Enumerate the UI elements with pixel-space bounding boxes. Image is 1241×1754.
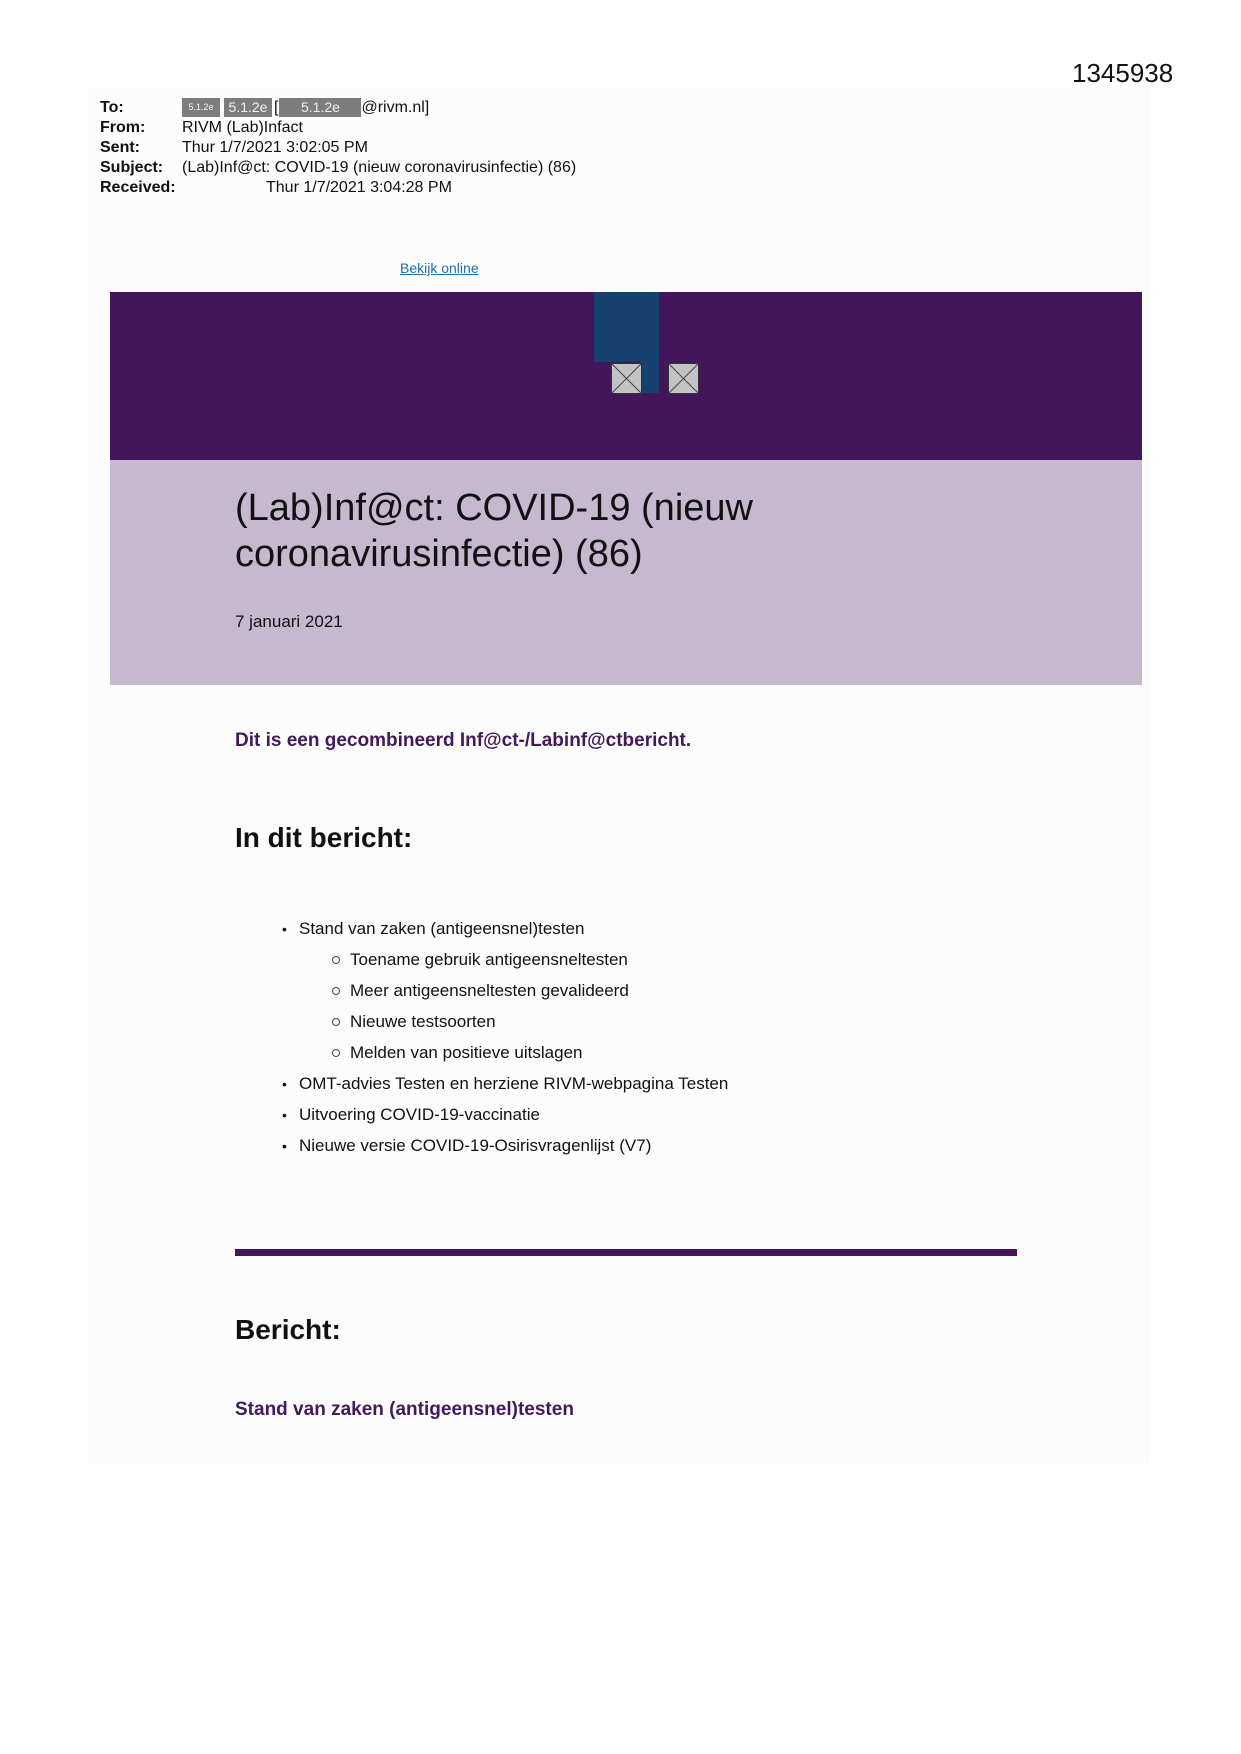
header-sent-label: Sent: xyxy=(100,139,140,156)
toc-item: • Stand van zaken (antigeensnel)testen xyxy=(280,917,728,948)
header-subject-value: (Lab)Inf@ct: COVID-19 (nieuw coronavirusinfectie) (86) xyxy=(182,159,577,176)
toc-item: • OMT-advies Testen en herziene RIVM-webpagina Testen xyxy=(280,1072,728,1103)
redaction-box: 5.1.2e xyxy=(279,98,361,117)
header-from xyxy=(100,118,576,138)
toc-item: • Nieuwe versie COVID-19-Osirisvragenlijst (V7) xyxy=(280,1134,728,1165)
redaction-box: 5.1.2e xyxy=(182,98,220,117)
broken-image-icon xyxy=(611,363,642,394)
header-subject xyxy=(100,158,576,178)
email-headers xyxy=(100,98,576,198)
header-to xyxy=(100,98,576,118)
section-divider xyxy=(235,1249,1017,1256)
header-from-value: RIVM (Lab)Infact xyxy=(182,119,303,136)
toc-subitem: Toename gebruik antigeensneltesten xyxy=(280,948,728,979)
header-to-value xyxy=(182,98,429,118)
toc-subitem: Melden van positieve uitslagen xyxy=(280,1041,728,1072)
toc-subitem: Meer antigeensneltesten gevalideerd xyxy=(280,979,728,1010)
document-number: 1345938 xyxy=(1072,58,1174,88)
body-heading: Bericht: xyxy=(235,1314,341,1345)
toc-item: • Uitvoering COVID-19-vaccinatie xyxy=(280,1103,728,1134)
header-received-label: Received: xyxy=(100,179,176,196)
view-online-link[interactable]: Bekijk online xyxy=(400,260,479,276)
intro-text: Dit is een gecombineerd Inf@ct-/Labinf@ctbericht. xyxy=(235,730,692,751)
title-band xyxy=(110,460,1142,685)
table-of-contents xyxy=(280,917,728,1165)
header-received xyxy=(100,178,576,198)
recipient-domain: @rivm.nl] xyxy=(361,99,430,116)
header-sent xyxy=(100,138,576,158)
broken-image-icon xyxy=(668,363,699,394)
toc-heading: In dit bericht: xyxy=(235,822,413,853)
toc-subitem: Nieuwe testsoorten xyxy=(280,1010,728,1041)
redaction-box: 5.1.2e xyxy=(224,98,272,117)
header-received-value: Thur 1/7/2021 3:04:28 PM xyxy=(266,179,452,196)
header-subject-label: Subject: xyxy=(100,159,164,176)
header-to-label: To: xyxy=(100,99,124,116)
bracket: [ xyxy=(274,99,279,116)
section-title: Stand van zaken (antigeensnel)testen xyxy=(235,1399,574,1420)
header-from-label: From: xyxy=(100,119,146,136)
newsletter-banner xyxy=(110,292,1142,460)
newsletter-title: (Lab)Inf@ct: COVID-19 (nieuw coronavirusinfectie) (86) xyxy=(235,487,753,575)
logo-block xyxy=(594,292,659,362)
header-sent-value: Thur 1/7/2021 3:02:05 PM xyxy=(182,139,368,156)
logo-stem xyxy=(640,362,659,393)
newsletter-date: 7 januari 2021 xyxy=(235,612,343,631)
